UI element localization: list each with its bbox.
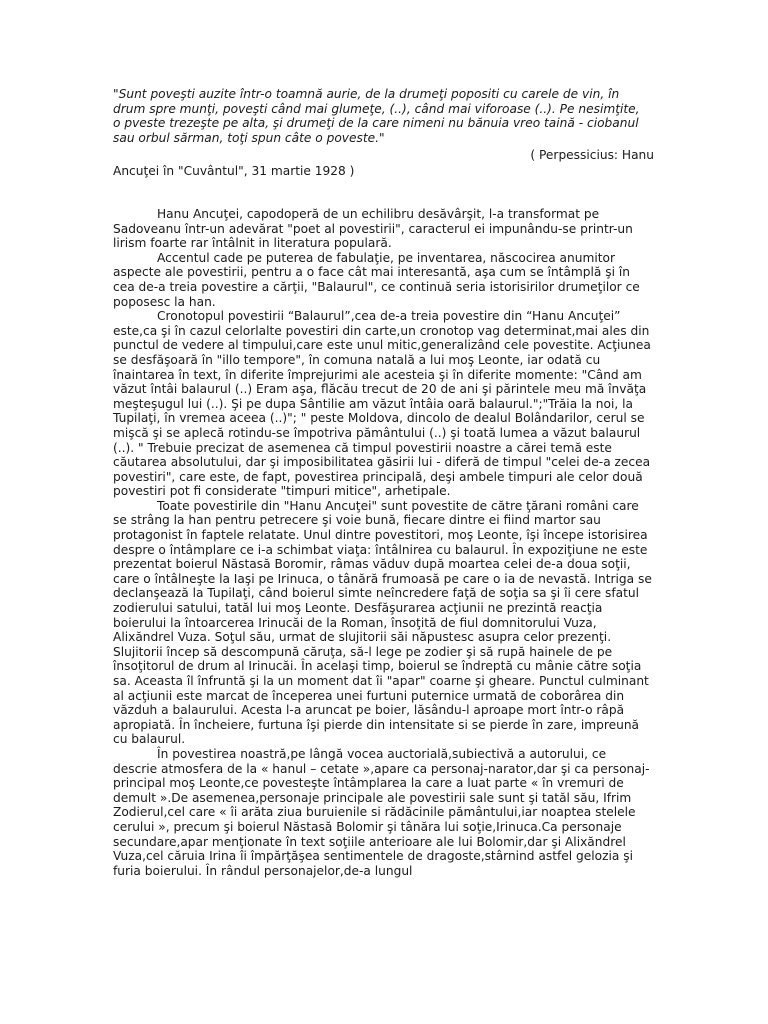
paragraph-fabulation: Accentul cade pe puterea de fabulaţie, pe inventarea, născocirea anumitor aspecte ale povestirii, pentru a o face cât mai interesantă, aşa cum se întâmplă şi în cea de-a treia povestire a cărţii, "Balaurul", ce continuă seria istorisirilor drumeţilor ce poposesc la han. <box>113 250 640 309</box>
epigraph-quote: "Sunt poveşti auzite într-o toamnă aurie, de la drumeţi popositi cu carele de vin, în drum spre munţi, poveşti când mai glumeţe, (..), când mai viforoase (..). Pe nesimţite, o pveste trezeşte pe alta, şi drumeţi de la care nimeni nu bănuia vreo taină - ciobanul sau orbul sărman, toţi spun câte o poveste." <box>113 87 640 145</box>
epigraph-citation-line-2: Ancuţei în "Cuvântul", 31 martie 1928 ) <box>113 164 355 178</box>
paragraph-intro: Hanu Ancuţei, capodoperă de un echilibru desăvârşit, l-a transformat pe Sadoveanu într-un adevărat "poet al povestirii", caracterul ei impunându-se printr-un lirism foarte rar întâlnit in literatura populară. <box>113 207 633 251</box>
epigraph-citation-line-1: ( Perpessicius: Hanu <box>530 148 654 162</box>
paragraph-plot: Toate povestirile din "Hanu Ancuţei" sunt povestite de către ţărani români care se strâng la han pentru petrecere şi voie bună, fiecare dintre ei fiind martor sau protagonist în faptele relatate. Unul dintre povestitori, moş Leonte, îşi începe istorisirea despre o întâmplare ce i-a schimbat viaţa: întâlnirea cu balaurul. În expoziţiune ne este prezentat boierul Năstasă Boromir, râmas văduv după moartea celei de-a doua soţii, care o întâlneşte la Iaşi pe Irinuca, o tânără frumoasă pe care o ia de nevastă. Intriga se declanşează la Tupilaţi, când boierul simte neîncredere faţă de soţia sa şi îi cere sfatul zodierului satului, tatăl lui moş Leonte. Desfăşurarea acţiunii ne prezintă reacţia boierului la întoarcerea Irinucăi de la Roman, însoţită de fiul domnitorului Vuza, Alixăndrel Vuza. Soţul său, urmat de slujitorii săi năpustesc asupra celor prezenţi. Slujitorii încep să descompună căruţa, să-l lege pe zodier şi să rupă hainele de pe însoţitorul de drum al Irinucăi. În acelaşi timp, boierul se îndreptă cu mânie către soţia sa. Aceasta îl înfruntă şi la un moment dat îi "apar" coarne şi gheare. Punctul culminant al acţiunii este marcat de începerea unei furtuni puternice urmată de coborârea din văzduh a balaurului. Acesta l-a aruncat pe boier, lăsându-l aproape mort într-o râpă apropiată. În încheiere, furtuna îşi pierde din intensitate si se pierde în zare, impreună cu balaurul. <box>113 498 652 747</box>
paragraph-characters: În povestirea noastră,pe lângă vocea auctorială,subiectivă a autorului, ce descrie atmosfera de la « hanul – cetate »,apare ca personaj-narator,dar şi ca personaj-principal moş Leonte,ce povesteşte întâmplarea la care a luat parte « în vremuri de demult ».De asemenea,personaje principale ale povestirii sale sunt şi tatăl său, Ifrim Zodierul,cel care « îi arăta ziua buruienile si rădăcinile pământului,iar noaptea stelele cerului », precum şi boierul Năstasă Bolomir şi tânăra lui soţie,Irinuca.Ca personaje secundare,apar menţionate în text soţiile anterioare ale lui Bolomir,dar şi Alixăndrel Vuza,cel căruia Irina îi împărţăşea sentimentele de dragoste,stârnind astfel gelozia şi furia boierului. În rândul personajelor,de-a lungul <box>113 746 650 878</box>
essay-body <box>113 207 654 878</box>
paragraph-chronotope: Cronotopul povestirii “Balaurul”,cea de-a treia povestire din “Hanu Ancuţei” este,ca şi în cazul celorlalte povestiri din carte,un cronotop vag determinat,mai ales din punctul de vedere al timpului,care este unul mitic,generalizând cele povestite. Acţiunea se desfăşoară în "illo tempore", în comuna natală a lui moş Leonte, iar odată cu înaintarea în text, în diferite împrejurimi ale acesteia şi în diferite momente: "Când am văzut întâi balaurul (..) Eram aşa, flăcău trecut de 20 de ani şi părintele meu mă învăţa meşteşugul lui (..). Şi pe dupa Sântilie am văzut întâia oară balaurul.";"Trăia la noi, la Tupilaţi, în vremea aceea (..)"; " peste Moldova, dincolo de dealul Bolândarilor, cerul se mişcă şi se aplecă rotindu-se împotriva pământului (..) şi toată lumea a văzut balaurul (..). " Trebuie precizat de asemenea că timpul povestirii noastre a cărei temă este căutarea absolutului, dar şi imposibilitatea găsirii lui - diferă de timpul "celei de-a zecea povestiri", care este, de fapt, povestirea principală, deşi ambele timpuri ale celor două povestiri pot fi considerate "timpuri mitice", arhetipale. <box>113 309 651 499</box>
